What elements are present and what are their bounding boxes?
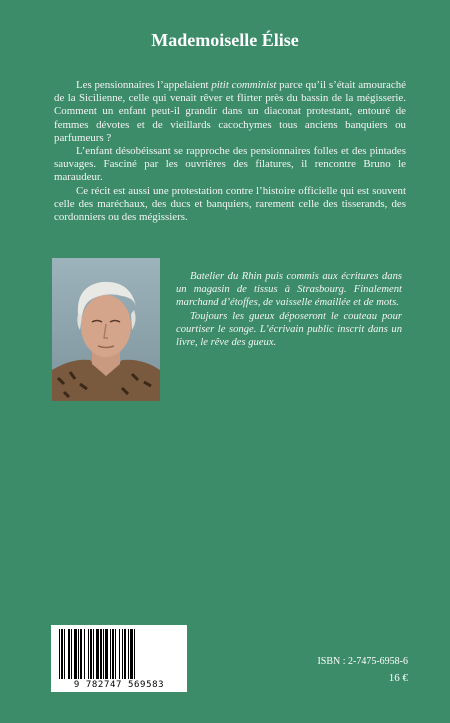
price: 16 € xyxy=(388,672,408,684)
barcode-bars xyxy=(51,625,187,681)
blurb-italic-phrase: pitit comminist xyxy=(211,79,277,91)
author-portrait-drawing xyxy=(52,258,160,401)
blurb-paragraph xyxy=(54,79,406,145)
isbn-barcode xyxy=(51,625,187,692)
barcode-digits: 9 782747 569583 xyxy=(73,680,165,690)
book-title: Mademoiselle Élise xyxy=(151,30,299,50)
bio-paragraph: Batelier du Rhin puis commis aux écritures dans un magasin de tissus à Strasbourg. Finalement marchand d’étoffes, de vaisselle émaillée et de mots. xyxy=(176,271,402,309)
author-photo xyxy=(52,258,160,401)
blurb-text: Les pensionnaires l’appelaient xyxy=(76,79,212,91)
blurb-text: parce qu’il s’était amouraché de la Sicilienne, celle qui venait rêver et flirter près du bassin de la mégisserie. Comment un enfant peut-il grandir dans un diaconat protestant, entouré de femmes dévotes et de vieillards cacochymes tous anciens banquiers ou parfumeurs ? xyxy=(54,79,406,144)
author-biography xyxy=(176,270,402,349)
blurb-paragraph: Ce récit est aussi une protestation contre l’histoire officielle qui est souvent celle des maréchaux, des ducs et banquiers, rarement celle des tisserands, des cordonniers ou des mégissiers. xyxy=(54,184,406,224)
blurb-paragraph: L’enfant désobéissant se rapproche des pensionnaires folles et des pintades sauvages. Fasciné par les ouvrières des filatures, il rencontre Bruno le maraudeur. xyxy=(54,145,406,184)
back-cover-blurb xyxy=(54,79,406,224)
bio-paragraph: Toujours les gueux déposeront le couteau pour courtiser le songe. L’écrivain public inscrit dans un livre, le rêve des gueux. xyxy=(176,310,402,349)
isbn-number: ISBN : 2-7475-6958-6 xyxy=(317,656,408,667)
